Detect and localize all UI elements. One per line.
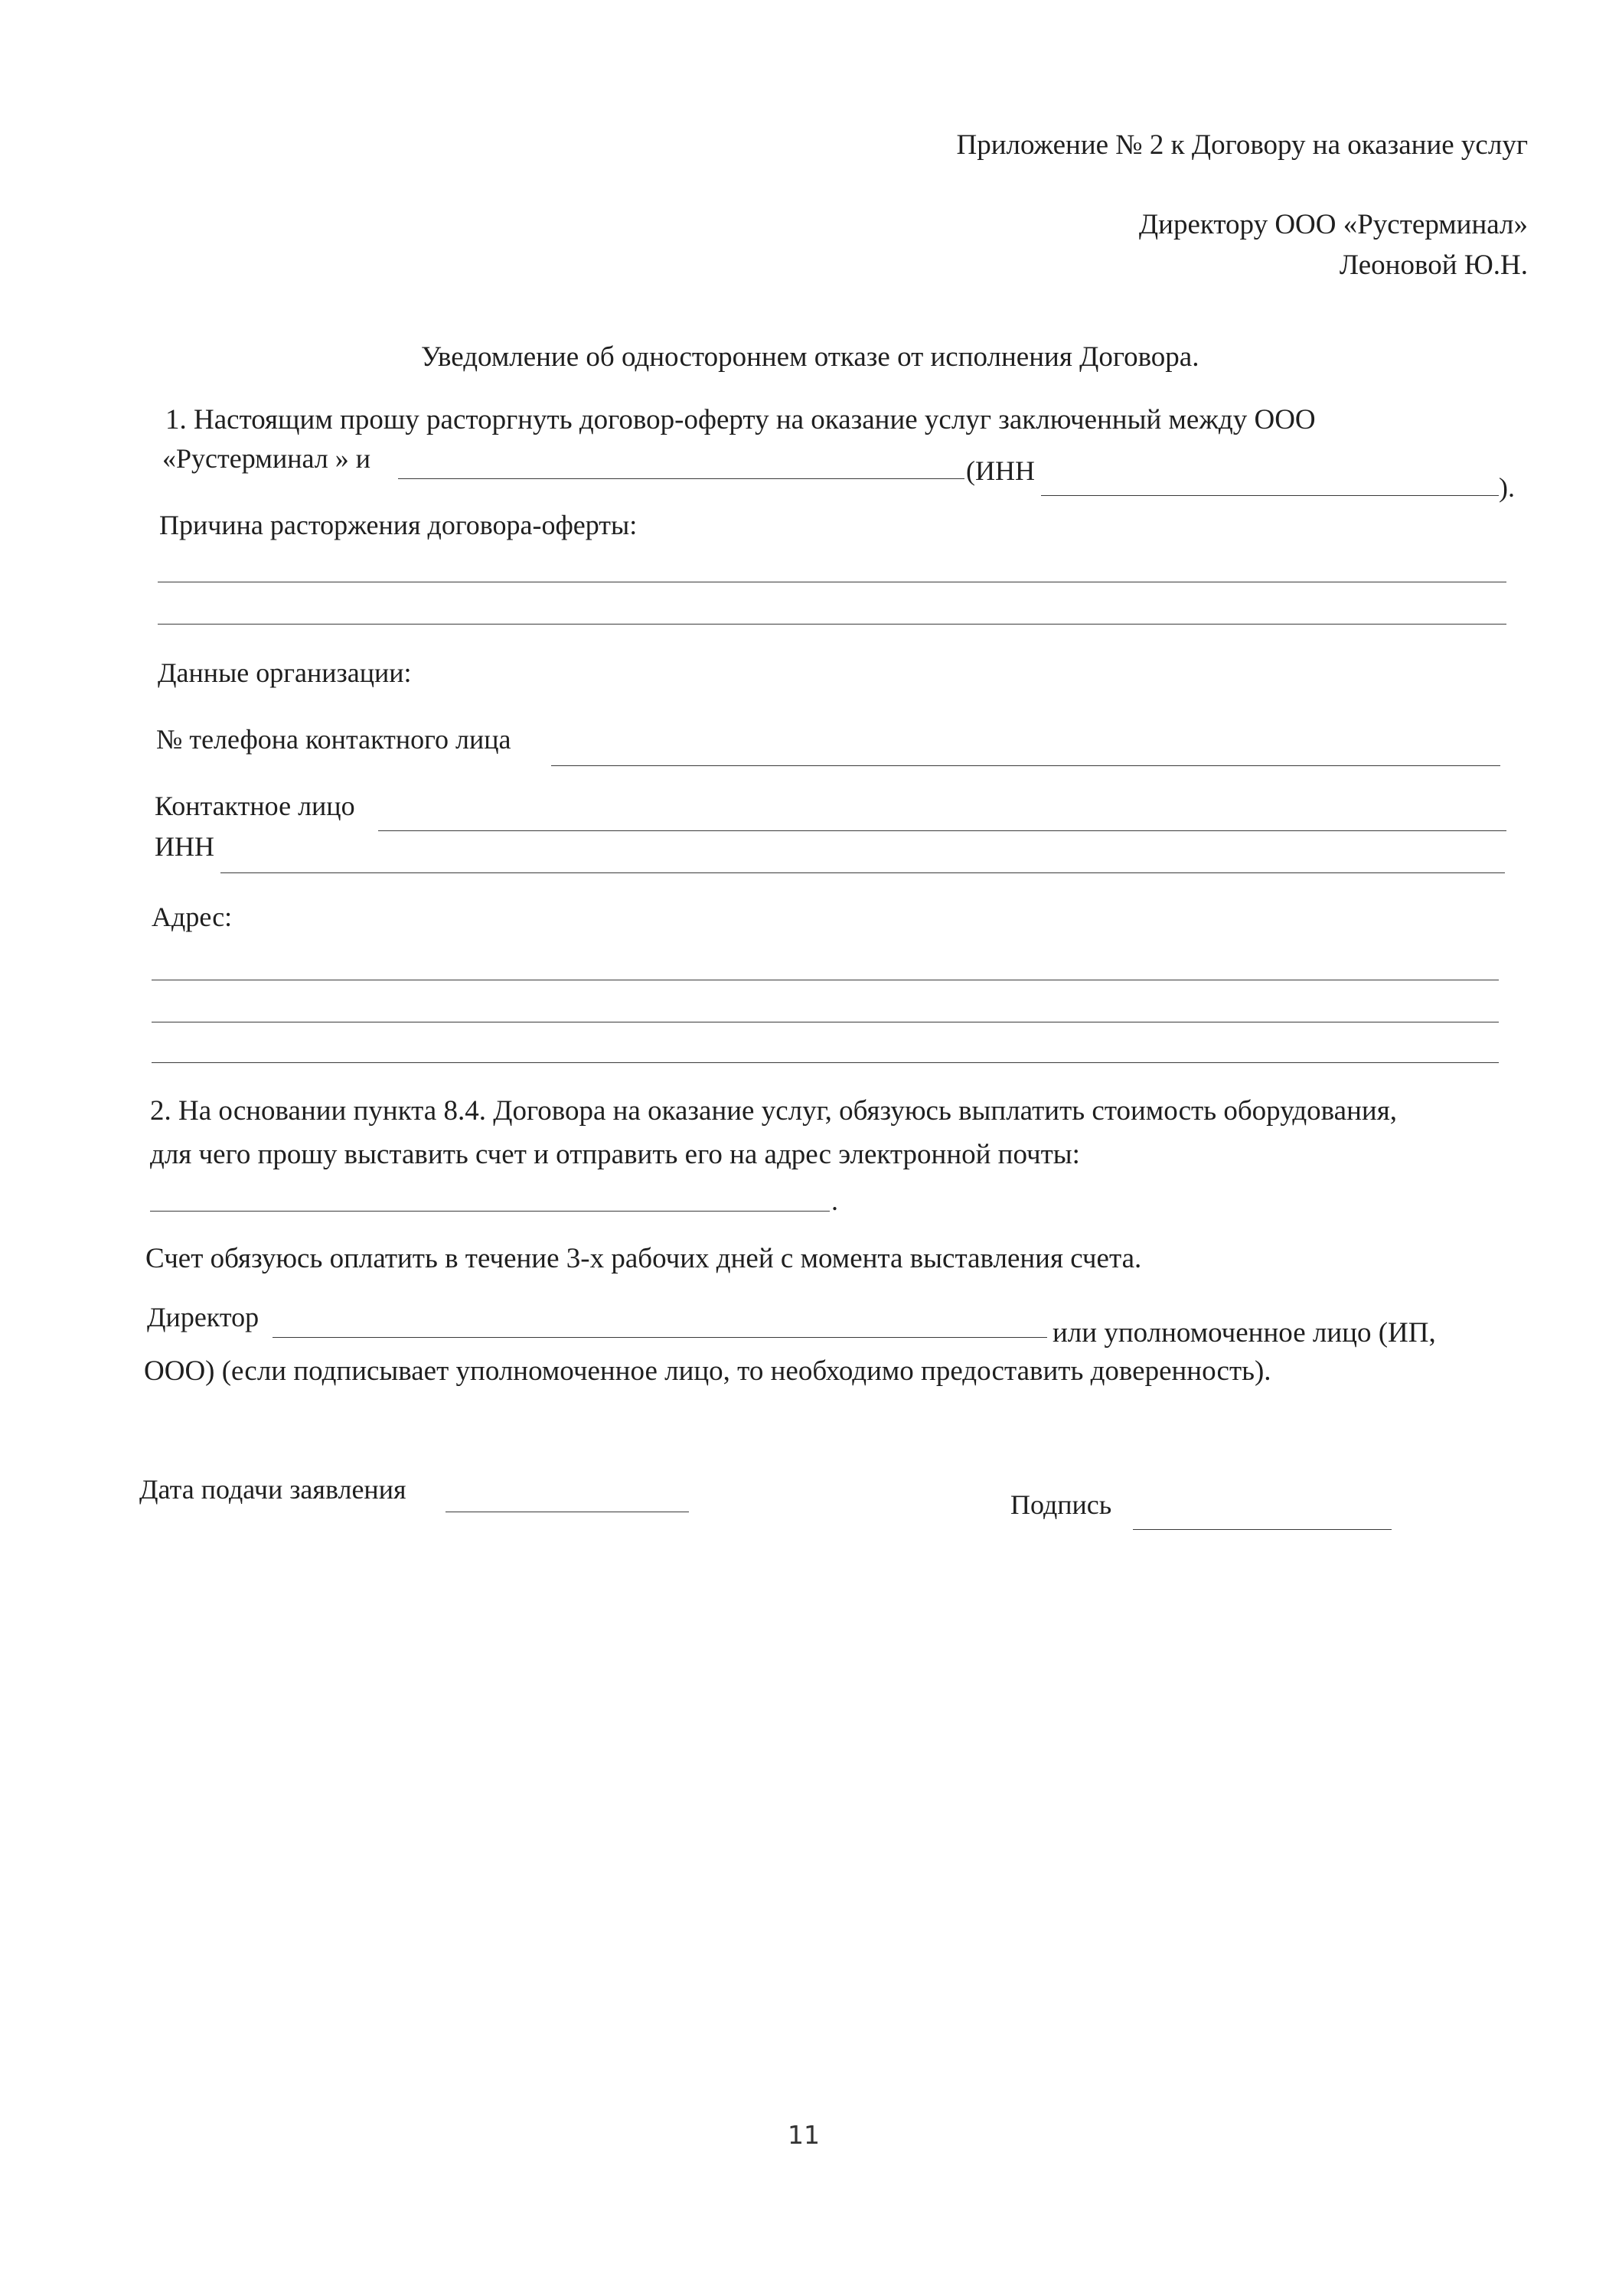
appendix-heading: Приложение № 2 к Договору на оказание услуг bbox=[956, 129, 1528, 161]
section1-line2-prefix: «Рустерминал » и bbox=[162, 443, 371, 474]
addressee-name: Леоновой Ю.Н. bbox=[1339, 249, 1528, 281]
phone-label: № телефона контактного лица bbox=[156, 724, 511, 755]
phone-line[interactable] bbox=[551, 765, 1500, 766]
address-line-3[interactable] bbox=[152, 1062, 1499, 1063]
addressee-title: Директору ООО «Рустерминал» bbox=[1138, 209, 1528, 240]
email-line-end: . bbox=[831, 1186, 838, 1216]
org-inn-label: ИНН bbox=[155, 831, 214, 862]
termination-reason-label: Причина расторжения договора-оферты: bbox=[159, 510, 638, 540]
counterparty-inn-label: (ИНН bbox=[966, 455, 1035, 486]
reason-line-2[interactable] bbox=[158, 624, 1506, 625]
org-data-heading: Данные организации: bbox=[158, 657, 412, 688]
counterparty-name-line[interactable] bbox=[398, 478, 964, 479]
director-suffix: или уполномоченное лицо (ИП, bbox=[1053, 1317, 1436, 1349]
payment-commitment: Счет обязуюсь оплатить в течение 3-х рабочих дней с момента выставления счета. bbox=[145, 1243, 1142, 1274]
section1-line1: 1. Настоящим прошу расторгнуть договор-оферту на оказание услуг заключенный между ООО bbox=[165, 404, 1316, 435]
director-label: Директор bbox=[147, 1302, 259, 1332]
signature-label: Подпись bbox=[1010, 1489, 1112, 1520]
submission-date-label: Дата подачи заявления bbox=[139, 1474, 406, 1505]
signature-line[interactable] bbox=[1133, 1529, 1392, 1530]
section2-line2: для чего прошу выставить счет и отправить его на адрес электронной почты: bbox=[150, 1139, 1080, 1170]
director-line[interactable] bbox=[273, 1337, 1047, 1338]
page-number: 11 bbox=[788, 2120, 820, 2150]
contact-person-label: Контактное лицо bbox=[155, 791, 355, 821]
counterparty-inn-line[interactable] bbox=[1041, 495, 1499, 496]
address-label: Адрес: bbox=[152, 902, 233, 932]
contact-person-line[interactable] bbox=[378, 830, 1506, 831]
counterparty-inn-close: ). bbox=[1499, 472, 1515, 503]
section2-line1: 2. На основании пункта 8.4. Договора на оказание услуг, обязуюсь выплатить стоимость оборудования, bbox=[150, 1095, 1397, 1127]
director-line2: ООО) (если подписывает уполномоченное лицо, то необходимо предоставить доверенность). bbox=[144, 1355, 1271, 1387]
email-line[interactable] bbox=[150, 1211, 830, 1212]
org-inn-line[interactable] bbox=[220, 872, 1505, 873]
document-title: Уведомление об одностороннем отказе от исполнения Договора. bbox=[421, 341, 1199, 373]
